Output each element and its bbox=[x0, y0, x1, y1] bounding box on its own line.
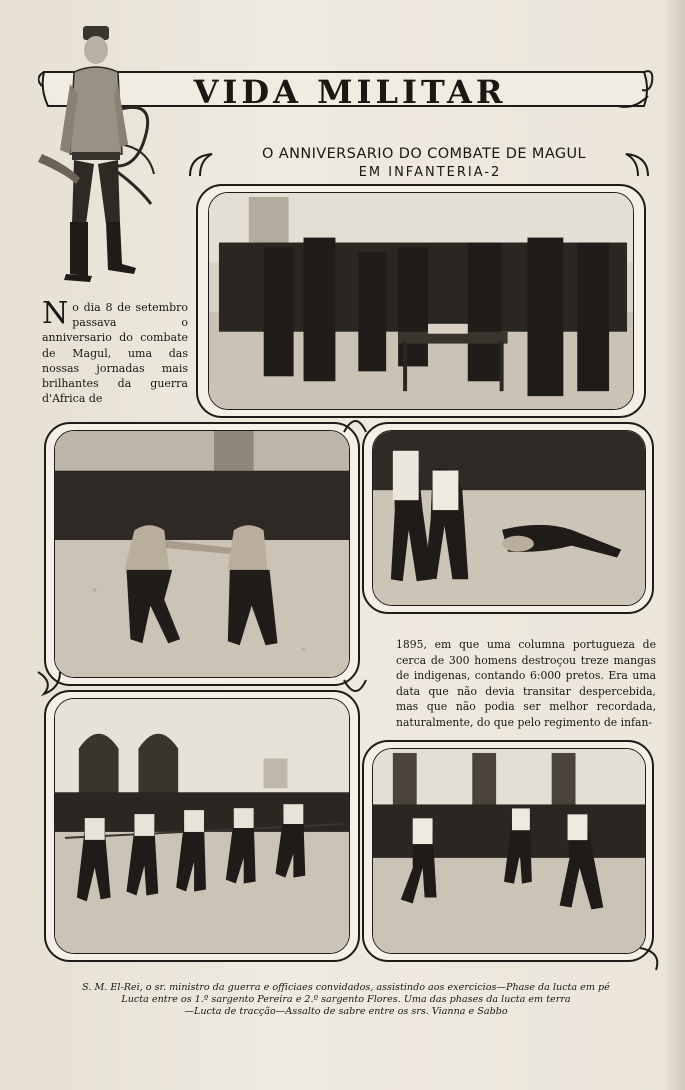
page-gutter-shadow bbox=[663, 0, 685, 1090]
photo-officers-review bbox=[209, 193, 633, 409]
article-intro bbox=[42, 296, 188, 406]
drop-cap: N bbox=[42, 296, 69, 331]
article-subheading: EM INFANTERIA-2 bbox=[358, 165, 502, 180]
photo-caption bbox=[44, 982, 648, 1018]
ornament-scroll-icon bbox=[636, 944, 666, 974]
photo-ground-wrestling bbox=[373, 431, 645, 605]
photo-standing-wrestling bbox=[55, 431, 349, 677]
ornament-scroll-icon bbox=[340, 676, 370, 706]
photo-tug-of-war bbox=[55, 699, 349, 953]
ornament-scroll-icon bbox=[340, 406, 370, 436]
ornament-scroll-icon bbox=[622, 150, 652, 180]
photo-frame-5 bbox=[362, 740, 654, 962]
page-title: VIDA MILITAR bbox=[193, 73, 507, 111]
ornament-scroll-icon bbox=[186, 150, 216, 180]
photo-frame-2 bbox=[44, 422, 360, 686]
photo-sabre-assault bbox=[373, 749, 645, 953]
photo-frame-3 bbox=[362, 422, 654, 614]
intro-text: o dia 8 de setembro passava o anniversario do combate de Magul, uma das nossas jornadas mais brilhantes da guerra d'Africa de bbox=[42, 301, 188, 406]
bugler-soldier-illustration bbox=[36, 24, 166, 292]
article-continuation: 1895, em que uma columna portugueza de cerca de 300 homens destroçou treze mangas de indigenas, contando 6:000 pretos. Era uma data que não devia transitar despercebida, mas que não podia ser melhor recordada, naturalmente, do que pelo regimento de infan- bbox=[396, 638, 656, 729]
photo-frame-1 bbox=[196, 184, 646, 418]
article-heading: O ANNIVERSARIO DO COMBATE DE MAGUL bbox=[261, 146, 587, 162]
caption-line: Lucta entre os 1.º sargento Pereira e 2.º sargento Flores. Uma das phases da lucta em terra bbox=[121, 994, 571, 1005]
ornament-scroll-icon bbox=[34, 668, 64, 698]
photo-frame-4 bbox=[44, 690, 360, 962]
caption-line: —Lucta de tracção—Assalto de sabre entre os srs. Vianna e Sabbo bbox=[184, 1006, 508, 1017]
caption-line: S. M. El-Rei, o sr. ministro da guerra e officiaes convidados, assistindo aos exercicios—Phase da lucta em pé bbox=[82, 982, 610, 993]
